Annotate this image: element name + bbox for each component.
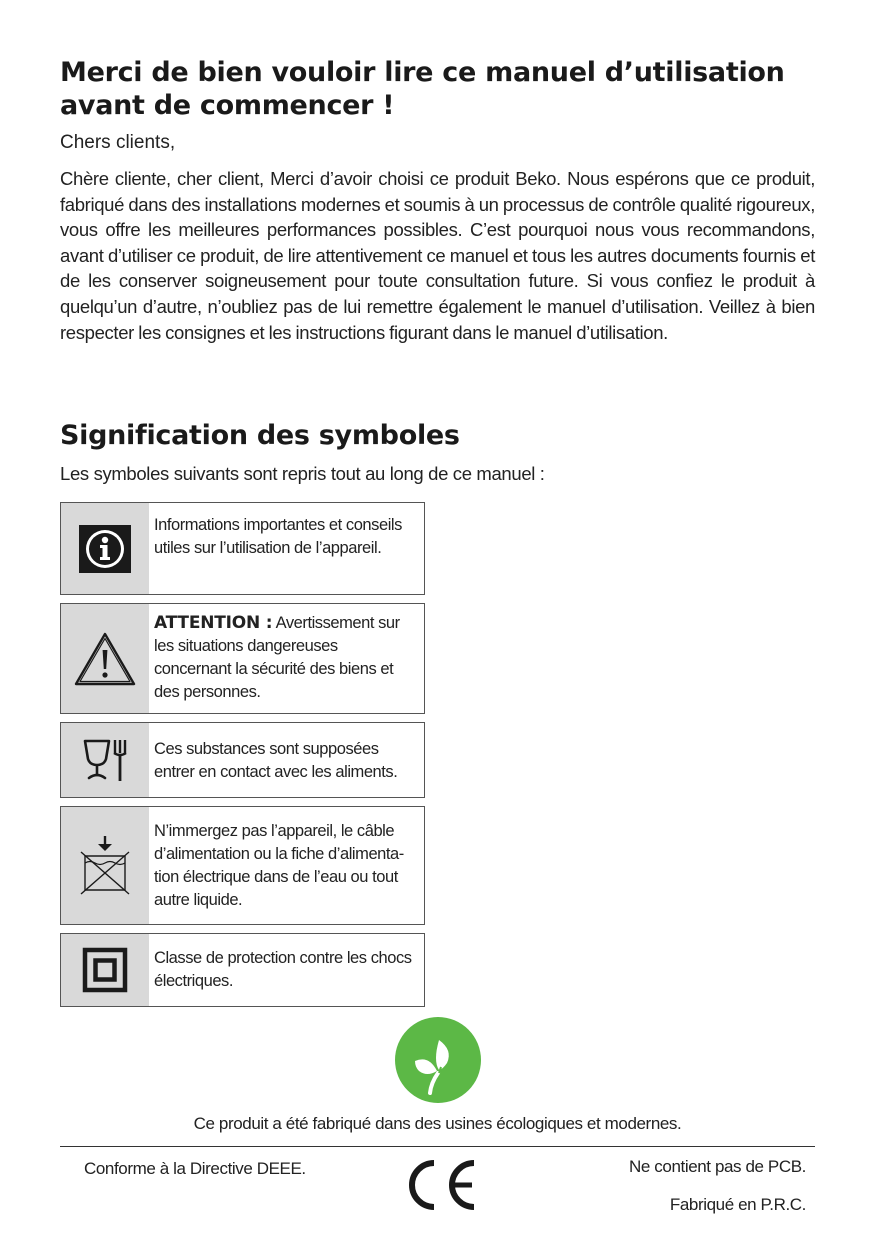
symbol-row-food-contact [60, 722, 425, 798]
symbol-text: Ces substances sont supposées entrer en contact avec les aliments. [154, 740, 398, 781]
food-contact-icon [80, 735, 130, 785]
class-ii-icon [82, 947, 128, 993]
symbol-icon-cell [61, 807, 149, 924]
no-immersion-icon [78, 834, 132, 898]
symbols-intro: Les symboles suivants sont repris tout au long de ce manuel : [60, 463, 545, 484]
intro-paragraph: Chère cliente, cher client, Merci d’avoir choisi ce produit Beko. Nous espérons que ce produit, fabriqué dans des installations modernes et soumis à un processus de contrôle qualité rigoureux, vous offre les meilleures performances possibles. C’est pourquoi nous vous recommandons, avant d’utiliser ce produit, de lire attentivement ce manuel et tous les autres documents fournis et de les conserver soigneusement pour toute consultation future. Si vous confiez le produit à quelqu’un d’autre, n’oubliez pas de lui remettre également le manuel d’utilisation. Veillez à bien respecter les consignes et les instructions figurant dans le manuel d’utilisation. [60, 168, 815, 343]
warning-icon [73, 630, 137, 688]
symbol-row-info [60, 502, 425, 595]
symbol-icon-cell [61, 604, 149, 713]
page-title: Merci de bien vouloir lire ce manuel d’utilisation avant de commencer ! [60, 57, 785, 121]
symbol-row-class-ii [60, 933, 425, 1007]
symbol-text: Classe de protection contre les chocs électriques. [154, 949, 412, 990]
symbol-row-warning [60, 603, 425, 714]
ce-mark-icon [398, 1157, 478, 1213]
pcb-statement: Ne contient pas de PCB. [629, 1157, 806, 1176]
origin-statement: Fabriqué en P.R.C. [669, 1195, 806, 1214]
symbol-text: Informations importantes et conseils utiles sur l’utilisation de l’appareil. [154, 516, 402, 557]
attention-label: ATTENTION : [154, 613, 273, 633]
symbol-row-no-immersion [60, 806, 425, 925]
symbol-icon-cell [61, 934, 149, 1006]
footer-divider [60, 1146, 815, 1147]
symbol-icon-cell [61, 723, 149, 797]
symbol-text: N’immergez pas l’appareil, le câble d’alimentation ou la fiche d’alimenta-tion électrique dans de l’eau ou tout autre liquide. [154, 822, 404, 909]
eco-caption: Ce produit a été fabriqué dans des usines écologiques et modernes. [193, 1114, 682, 1133]
symbol-icon-cell [61, 503, 149, 594]
info-icon [77, 523, 133, 575]
salutation: Chers clients, [60, 132, 176, 153]
eco-leaf-icon [395, 1017, 481, 1103]
weee-statement: Conforme à la Directive DEEE. [84, 1159, 306, 1178]
symbol-text [154, 612, 418, 704]
symbols-heading: Signification des symboles [60, 420, 460, 451]
attention-text: Avertissement sur les situations dangereuses concernant la sécurité des biens et des personnes. [154, 614, 400, 701]
